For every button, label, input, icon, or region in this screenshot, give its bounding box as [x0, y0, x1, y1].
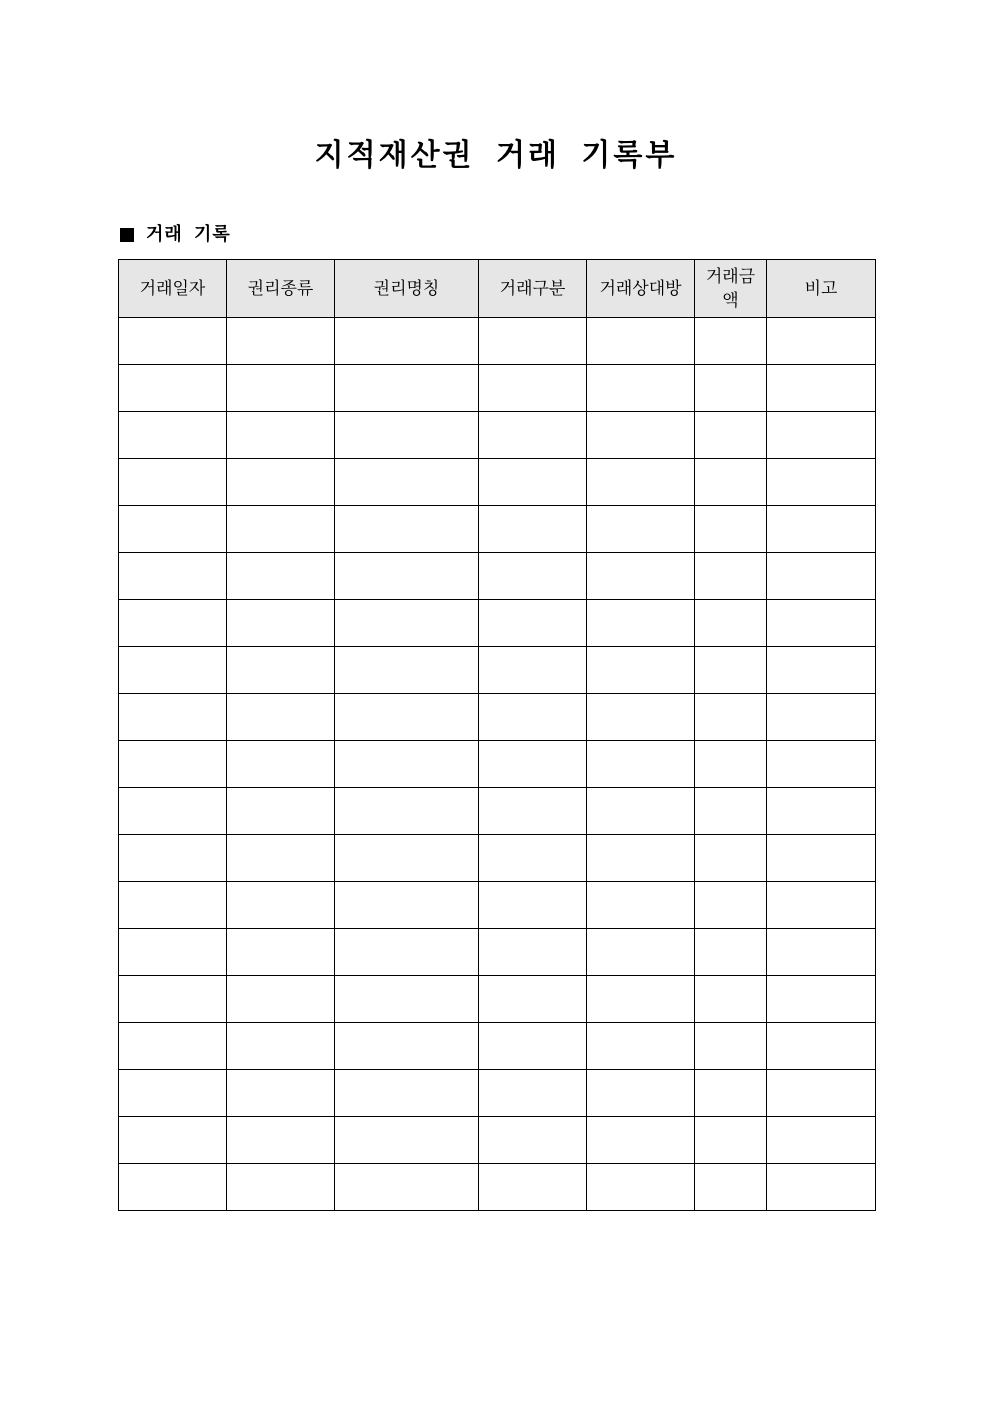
table-cell[interactable]: [479, 835, 587, 882]
table-cell[interactable]: [695, 506, 767, 553]
table-cell[interactable]: [335, 788, 479, 835]
header-transaction-type: 거래구분: [479, 260, 587, 318]
table-cell[interactable]: [335, 741, 479, 788]
table-cell[interactable]: [479, 647, 587, 694]
table-cell[interactable]: [335, 835, 479, 882]
table-row: [119, 976, 876, 1023]
table-cell[interactable]: [227, 835, 335, 882]
table-cell[interactable]: [587, 929, 695, 976]
table-cell[interactable]: [695, 318, 767, 365]
table-cell[interactable]: [479, 788, 587, 835]
table-cell[interactable]: [767, 882, 876, 929]
table-cell[interactable]: [227, 694, 335, 741]
table-row: [119, 1070, 876, 1117]
table-cell[interactable]: [479, 365, 587, 412]
table-row: [119, 600, 876, 647]
table-row: [119, 1117, 876, 1164]
table-cell[interactable]: [227, 976, 335, 1023]
table-cell[interactable]: [479, 929, 587, 976]
table-cell[interactable]: [335, 882, 479, 929]
table-cell[interactable]: [767, 553, 876, 600]
table-cell[interactable]: [335, 1070, 479, 1117]
table-cell[interactable]: [479, 318, 587, 365]
table-cell[interactable]: [335, 647, 479, 694]
table-row: [119, 882, 876, 929]
table-cell[interactable]: [119, 553, 227, 600]
table-cell[interactable]: [119, 882, 227, 929]
table-cell[interactable]: [119, 412, 227, 459]
table-cell[interactable]: [767, 647, 876, 694]
table-cell[interactable]: [227, 412, 335, 459]
table-cell[interactable]: [119, 318, 227, 365]
table-cell[interactable]: [119, 976, 227, 1023]
table-cell[interactable]: [119, 365, 227, 412]
table-row: [119, 318, 876, 365]
table-cell[interactable]: [119, 1070, 227, 1117]
table-cell[interactable]: [695, 976, 767, 1023]
table-row: [119, 694, 876, 741]
table-cell[interactable]: [227, 600, 335, 647]
table-cell[interactable]: [227, 929, 335, 976]
table-cell[interactable]: [695, 1164, 767, 1211]
table-cell[interactable]: [587, 835, 695, 882]
table-cell[interactable]: [335, 318, 479, 365]
table-cell[interactable]: [767, 976, 876, 1023]
table-cell[interactable]: [227, 506, 335, 553]
table-cell[interactable]: [695, 788, 767, 835]
table-row: [119, 553, 876, 600]
table-cell[interactable]: [119, 741, 227, 788]
table-cell[interactable]: [695, 1070, 767, 1117]
table-cell[interactable]: [479, 976, 587, 1023]
table-cell[interactable]: [587, 600, 695, 647]
table-cell[interactable]: [587, 647, 695, 694]
table-cell[interactable]: [227, 365, 335, 412]
table-cell[interactable]: [335, 929, 479, 976]
table-cell[interactable]: [767, 788, 876, 835]
table-cell[interactable]: [227, 1070, 335, 1117]
table-cell[interactable]: [587, 318, 695, 365]
table-cell[interactable]: [227, 741, 335, 788]
table-cell[interactable]: [335, 365, 479, 412]
header-right-type: 권리종류: [227, 260, 335, 318]
table-cell[interactable]: [767, 318, 876, 365]
table-cell[interactable]: [335, 1117, 479, 1164]
table-cell[interactable]: [767, 1070, 876, 1117]
table-row: [119, 741, 876, 788]
table-cell[interactable]: [695, 365, 767, 412]
table-row: [119, 412, 876, 459]
table-cell[interactable]: [227, 553, 335, 600]
table-cell[interactable]: [695, 741, 767, 788]
table-cell[interactable]: [767, 741, 876, 788]
table-cell[interactable]: [119, 647, 227, 694]
table-cell[interactable]: [767, 506, 876, 553]
table-cell[interactable]: [119, 1117, 227, 1164]
table-cell[interactable]: [695, 882, 767, 929]
table-cell[interactable]: [695, 553, 767, 600]
table-cell[interactable]: [119, 929, 227, 976]
table-cell[interactable]: [767, 1023, 876, 1070]
table-row: [119, 647, 876, 694]
table-cell[interactable]: [119, 694, 227, 741]
table-cell[interactable]: [587, 694, 695, 741]
table-row: [119, 1164, 876, 1211]
table-cell[interactable]: [479, 412, 587, 459]
table-cell[interactable]: [695, 929, 767, 976]
table-cell[interactable]: [767, 459, 876, 506]
table-cell[interactable]: [587, 788, 695, 835]
table-cell[interactable]: [767, 365, 876, 412]
header-row: [119, 260, 876, 318]
table-cell[interactable]: [335, 976, 479, 1023]
table-cell[interactable]: [695, 412, 767, 459]
table-cell[interactable]: [119, 1164, 227, 1211]
table-cell[interactable]: [587, 506, 695, 553]
table-cell[interactable]: [695, 1023, 767, 1070]
table-cell[interactable]: [479, 694, 587, 741]
table-row: [119, 788, 876, 835]
table-cell[interactable]: [335, 600, 479, 647]
table-cell[interactable]: [227, 1164, 335, 1211]
table-cell[interactable]: [119, 459, 227, 506]
table-cell[interactable]: [587, 553, 695, 600]
table-cell[interactable]: [767, 1117, 876, 1164]
table-cell[interactable]: [479, 506, 587, 553]
table-cell[interactable]: [227, 1023, 335, 1070]
table-cell[interactable]: [227, 647, 335, 694]
table-cell[interactable]: [587, 882, 695, 929]
table-cell[interactable]: [695, 647, 767, 694]
table-cell[interactable]: [479, 1117, 587, 1164]
table-cell[interactable]: [479, 1023, 587, 1070]
table-cell[interactable]: [119, 506, 227, 553]
table-cell[interactable]: [335, 1164, 479, 1211]
table-cell[interactable]: [227, 459, 335, 506]
table-cell[interactable]: [479, 600, 587, 647]
table-cell[interactable]: [587, 365, 695, 412]
table-row: [119, 929, 876, 976]
transaction-record-table: [118, 259, 876, 1211]
table-cell[interactable]: [335, 1023, 479, 1070]
table-cell[interactable]: [587, 1070, 695, 1117]
table-cell[interactable]: [227, 1117, 335, 1164]
section-heading: [118, 222, 231, 248]
table-cell[interactable]: [119, 600, 227, 647]
table-cell[interactable]: [587, 741, 695, 788]
table-cell[interactable]: [227, 882, 335, 929]
table-cell[interactable]: [335, 553, 479, 600]
table-cell[interactable]: [767, 694, 876, 741]
table-row: [119, 1023, 876, 1070]
table-cell[interactable]: [587, 1023, 695, 1070]
header-right-name: 권리명칭: [335, 260, 479, 318]
table-cell[interactable]: [587, 1117, 695, 1164]
table-cell[interactable]: [335, 459, 479, 506]
square-bullet-icon: [120, 228, 134, 242]
table-cell[interactable]: [479, 1164, 587, 1211]
table-cell[interactable]: [695, 459, 767, 506]
table-cell[interactable]: [119, 835, 227, 882]
table-cell[interactable]: [767, 929, 876, 976]
table-cell[interactable]: [227, 318, 335, 365]
table-cell[interactable]: [587, 459, 695, 506]
table-cell[interactable]: [479, 553, 587, 600]
table-cell[interactable]: [587, 412, 695, 459]
table-cell[interactable]: [587, 976, 695, 1023]
table-cell[interactable]: [479, 741, 587, 788]
table-cell[interactable]: [227, 788, 335, 835]
document-title: 지적재산권 거래 기록부: [314, 138, 678, 173]
table-row: [119, 459, 876, 506]
table-cell[interactable]: [767, 412, 876, 459]
section-label: 거래 기록: [146, 224, 231, 245]
table-row: [119, 365, 876, 412]
header-remarks: 비고: [767, 260, 876, 318]
table-row: [119, 835, 876, 882]
table-row: [119, 506, 876, 553]
table-cell[interactable]: [767, 835, 876, 882]
table-cell[interactable]: [587, 1164, 695, 1211]
table-cell[interactable]: [479, 882, 587, 929]
header-amount: 거래금액: [695, 260, 767, 318]
table-cell[interactable]: [119, 1023, 227, 1070]
table-cell[interactable]: [695, 600, 767, 647]
table-cell[interactable]: [119, 788, 227, 835]
table-cell[interactable]: [695, 694, 767, 741]
table-cell[interactable]: [695, 1117, 767, 1164]
table-cell[interactable]: [767, 1164, 876, 1211]
header-transaction-date: 거래일자: [119, 260, 227, 318]
table-cell[interactable]: [335, 412, 479, 459]
table-cell[interactable]: [767, 600, 876, 647]
table-cell[interactable]: [479, 1070, 587, 1117]
table-cell[interactable]: [335, 694, 479, 741]
table-cell[interactable]: [479, 459, 587, 506]
table-cell[interactable]: [335, 506, 479, 553]
table-cell[interactable]: [695, 835, 767, 882]
header-counterparty: 거래상대방: [587, 260, 695, 318]
